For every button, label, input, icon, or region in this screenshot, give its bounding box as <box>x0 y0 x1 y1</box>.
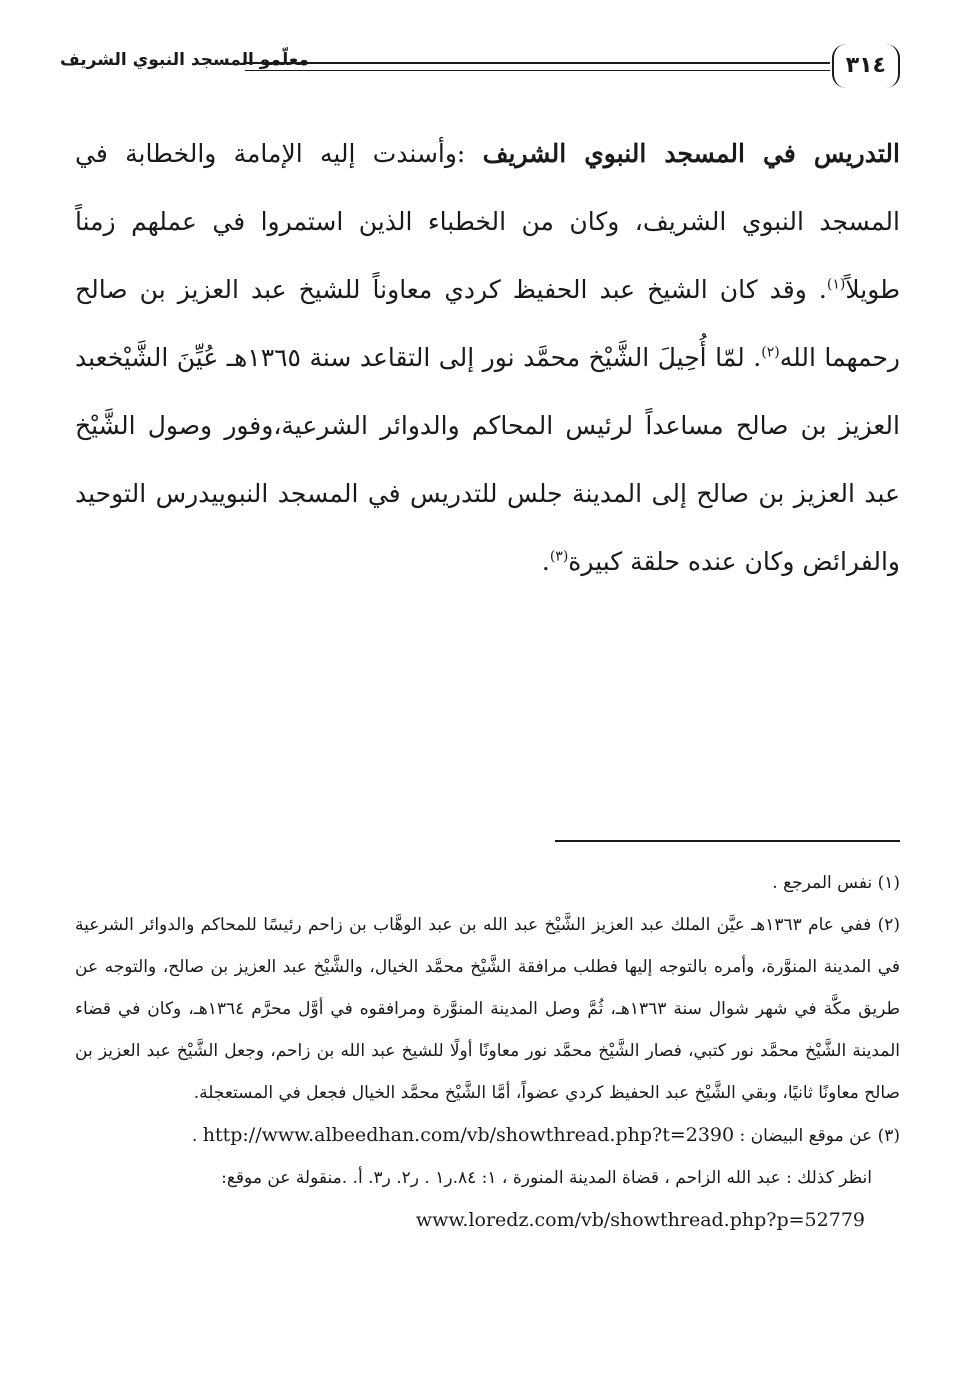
body-text-2: . وقد كان الشيخ عبد الحفيظ كردي معاوناً للشيخ عبد العزيز بن صالح رحمهما الله <box>75 275 900 372</box>
running-title: معلّمو المسجد النبوي الشريف <box>60 50 309 70</box>
footnotes <box>75 862 900 1241</box>
footnote-separator <box>555 840 900 842</box>
footnote-3-url[interactable]: http://www.albeedhan.com/vb/showthread.php?t=2390 <box>202 1124 735 1146</box>
footnote-2: (٢) ففي عام ١٣٦٣هـ عيَّن الملك عبد العزيز الشَّيْخ عبد الله بن عبد الوهَّاب بن زاحم رئيسًا للمحاكم والدوائر الشرعية في المدينة المنوَّرة، وأمره بالتوجه إليها فطلب مرافقة الشَّيْخ محمَّد الخيال، والشَّيْخ عبد العزيز بن صالح، والتوجه عن طريق مكَّة في شهر شوال سنة ١٣٦٣هـ، ثُمَّ وصل المدينة المنوَّرة ومرافقوه في أوَّل محرَّم ١٣٦٤هـ، وكان في قضاء المدينة الشَّيْخ محمَّد نور كتبي، فصار الشَّيْخ محمَّد نور معاونًا أولًا للشيخ عبد الله بن زاحم، وجعل الشَّيْخ عبد العزيز بن صالح معاونًا ثانيًا، وبقي الشَّيْخ عبد الحفيظ كردي عضواً، أمَّا الشَّيْخ محمَّد الخيال فجعل في المستعجلة. <box>75 915 901 1103</box>
footnote-3-end: . <box>191 1126 198 1146</box>
footnote-3-see-also: انظر كذلك : عبد الله الزاحم ، قضاة المدينة المنورة ، ١: ٨٤.ر١ . ر٢. ر٣. أ. .منقولة عن موقع: <box>221 1168 872 1188</box>
footnote-3 <box>75 1114 900 1157</box>
main-paragraph <box>75 120 900 596</box>
header-rule <box>245 62 830 71</box>
section-lead: التدريس في المسجد النبوي الشريف <box>482 139 900 168</box>
footnote-3-prefix: (٣) عن موقع البيضان : <box>739 1126 900 1146</box>
page-number: ٣١٤ <box>832 44 900 88</box>
running-header <box>60 44 900 94</box>
footnote-1: (١) نفس المرجع . <box>772 873 900 893</box>
body-text-end: . <box>541 547 550 576</box>
footnote-3-url-2[interactable]: www.loredz.com/vb/showthread.php?p=52779 <box>415 1209 865 1231</box>
footnote-ref-1[interactable]: (١) <box>826 276 846 293</box>
body-text-1: :وأسندت إليه الإمامة والخطابة في المسجد النبوي الشريف، وكان من الخطباء الذين استمروا في عملهم زمناً طويلاً <box>75 139 900 304</box>
footnote-ref-2[interactable]: (٢) <box>761 344 780 361</box>
footnote-ref-3[interactable]: (٣) <box>549 548 569 565</box>
body-text-3: . لمّا أُحِيلَ الشَّيْخ محمَّد نور إلى التقاعد سنة ١٣٦٥هـ عُيِّنَ الشَّيْخعبد العزيز بن صالح مساعداً لرئيس المحاكم والدوائر الشرعية،وفور وصول الشَّيْخ عبد العزيز بن صالح إلى المدينة جلس للتدريس في المسجد النبوييدرس التوحيد والفرائض وكان عنده حلقة كبيرة <box>75 343 900 576</box>
